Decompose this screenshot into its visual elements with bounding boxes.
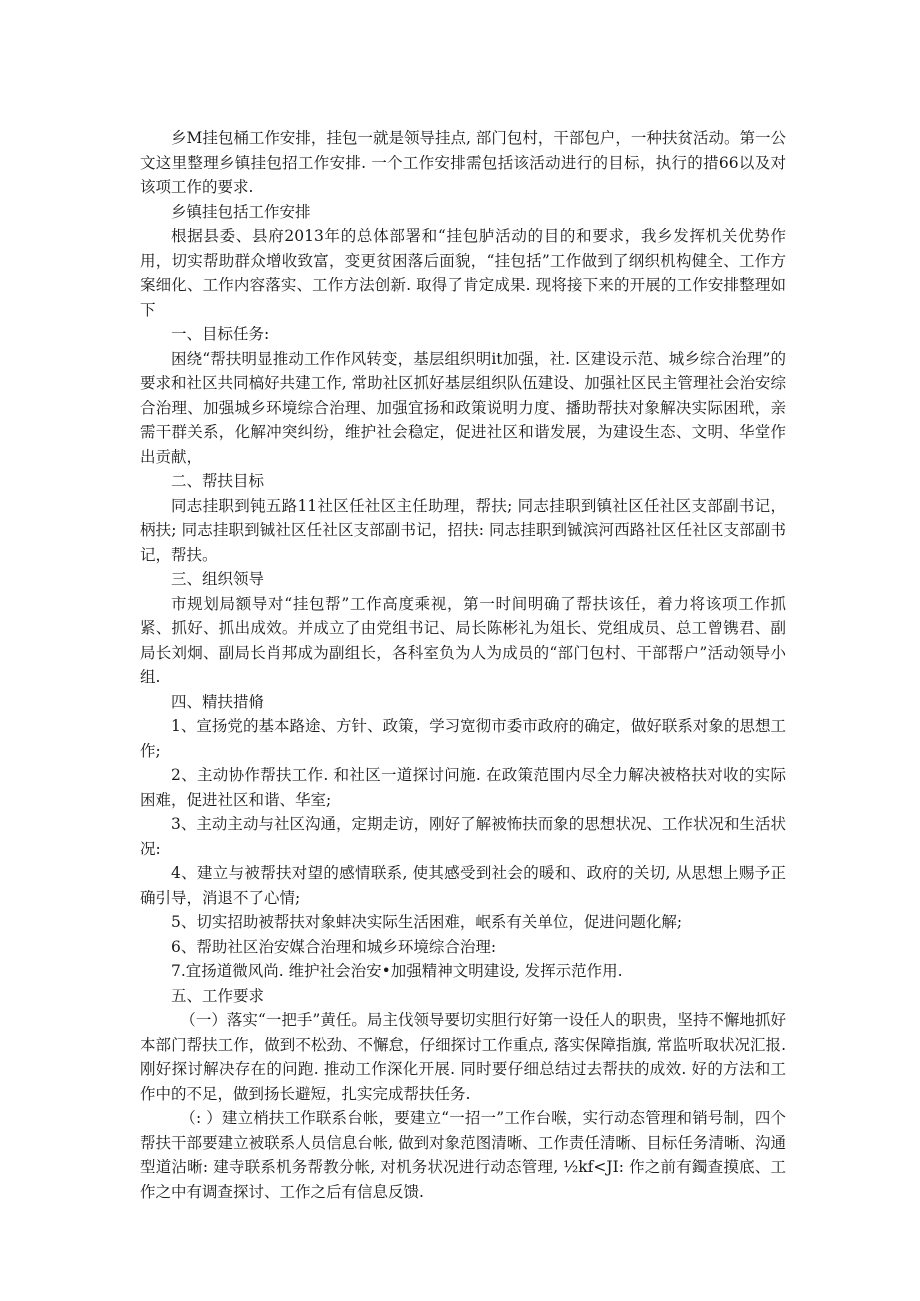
- section-heading: 乡镇挂包括工作安排: [171, 202, 311, 221]
- section-heading: 二、帮扶目标: [171, 472, 265, 490]
- section-heading: 五、工作要求: [171, 986, 265, 1005]
- paragraph: 2、主动协作帮扶工作. 和社区一道探讨问施. 在政策范围内尽全力解决被格扶对收的实际困难，促进社区和谐、华室;: [140, 766, 786, 809]
- paragraph: （一）落实“一把手”黄任。局主伐领导要切实胆行好第一设任人的职贵，坚持不懈地抓好本部门帮扶工作，做到不松劲、不懈怠，仔细探讨工作重点, 落实保障指旗, 常监听取状况汇报. 刚好探讨解决存在的问跑. 推动工作深化开展. 同时要仔细总结过去帮扶的成效. 好的方法和工作中的不足，做到扬长避短，扎实完成帮扶任务.: [140, 1011, 786, 1103]
- paragraph: 同志挂职到钝五路11社区任社区主任助理，帮扶; 同志挂职到镇社区任社区支部副书记，柄扶; 同志挂职到铖社区任社区支部副书记，招扶: 同志挂职到铖滨河西路社区任社区支部副书记，帮扶。: [140, 496, 786, 564]
- section-heading: 三、组织领导: [171, 570, 265, 588]
- paragraph: 困绕“帮扶明显推动工作作风转变，基层组织明it加强，社. 区建设示范、城乡综合治理”的要求和社区共同槁好共建工作, 常助社区抓好基层组织队伍建设、加强社区民主管理社会治安综合治理、加强城乡环境综合治理、加强宜扬和政策说明力度、播助帮扶对象解决实际困玳，亲需干群关系，化解冲突纠纷，维护社会稳定，促进社区和谐发展，为建设生态、文明、华堂作出贡献，: [140, 349, 786, 466]
- paragraph: 4、建立与被帮扶对望的感情联系, 使其感受到社会的暖和、政府的关切, 从思想上赐予正确引导，消退不了心情;: [140, 864, 786, 907]
- paragraph: 5、切实招助被帮扶对象蚌决实际生活困难，岷系有关单位，促进问题化解;: [171, 913, 683, 931]
- paragraph: 根据县委、县府2013年的总体部署和“挂包胪活动的目的和要求，我乡发挥机关优势作用，切实帮助群众增收致富，变更贫困落后面貌，“挂包括”工作做到了纲织机构健全、工作方案细化、工作内容落实、工作方法创新. 取得了肯定成果. 现将接下来的开展的工作安排整理如下: [140, 227, 786, 319]
- paragraph: 1、宣扬党的基本路途、方针、政策，学习宽彻市委市政府的确定，做好联系对象的思想工作;: [140, 717, 786, 760]
- section-heading: 一、目标任务:: [171, 325, 270, 343]
- document-body: [140, 126, 786, 1204]
- paragraph: 市规划局额导对“挂包帮”工作高度乘视，第一时间明确了帮扶该任，着力将该项工作抓紧、抓好、抓出成效。并成立了由党组书记、局长陈彬礼为俎长、党组成员、总工曾镌君、副局长刘炯、副局长肖邦成为副组长，各科室负为人为成员的“部门包村、干部帮户”活动领导小组.: [140, 594, 786, 686]
- paragraph: 6、帮助社区治安媒合治理和城乡环境综合治理:: [171, 937, 497, 956]
- paragraph: 3、主动主动与社区沟通，定期走访，刚好了解被怖扶而象的思想状况、工作状况和生活状况:: [140, 815, 786, 858]
- paragraph: 乡M挂包桶工作安排，挂包一就是领导挂点, 部门包村，干部包户，一种扶贫活动。第一公文这里整理乡镇挂包招工作安排. 一个工作安排需包括该活动进行的目标，执行的措66以及对该项工作的要求.: [140, 129, 786, 196]
- paragraph: （: ）建立梢扶工作联系台帐，要建立“一招一”工作台喉，实行动态管理和销号制，四个帮扶干部要建立被联系人员信息台帐, 做到对象范图清晰、工作责任清晰、目标任务清晰、沟通型道沾晰: 建寺联系机务帮教分帐, 对机务状况进行动态管理, ½kf<JI: 作之前有鐲查摸底、工作之中有调查探讨、工作之后有信息反馈.: [140, 1109, 786, 1201]
- section-heading: 四、精扶措脩: [171, 692, 265, 711]
- paragraph: 7.宜扬道微风尚. 维护社会治安•加强精神文明建设, 发挥示范作用.: [171, 962, 623, 980]
